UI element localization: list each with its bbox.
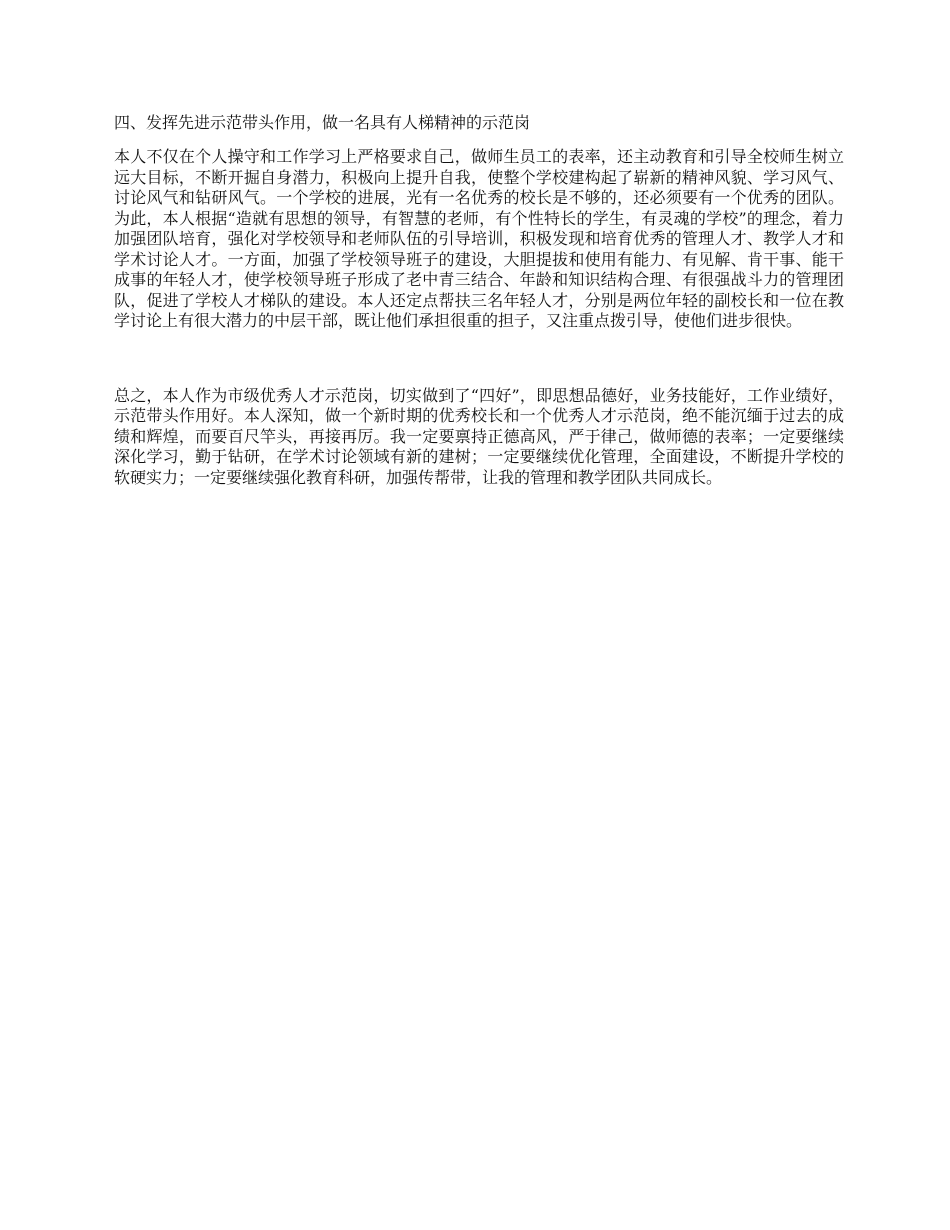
paragraph-spacer	[114, 332, 844, 386]
paragraph-talent-cultivation: 本人不仅在个人操守和工作学习上严格要求自己，做师生员工的表率，还主动教育和引导全校师生树立远大目标，不断开掘自身潜力，积极向上提升自我，使整个学校建构起了崭新的精神风貌、学习风气、讨论风气和钻研风气。一个学校的进展，光有一名优秀的校长是不够的，还必须要有一个优秀的团队。为此，本人根据“造就有思想的领导，有智慧的老师，有个性特长的学生，有灵魂的学校”的理念，着力加强团队培育，强化对学校领导和老师队伍的引导培训，积极发现和培育优秀的管理人才、教学人才和学术讨论人才。一方面，加强了学校领导班子的建设，大胆提拔和使用有能力、有见解、肯干事、能干成事的年轻人才，使学校领导班子形成了老中青三结合、年龄和知识结构合理、有很强战斗力的管理团队，促进了学校人才梯队的建设。本人还定点帮扶三名年轻人才，分别是两位年轻的副校长和一位在教学讨论上有很大潜力的中层干部，既让他们承担很重的担子，又注重点拨引导，使他们进步很快。	[114, 147, 844, 330]
paragraph-summary: 总之，本人作为市级优秀人才示范岗，切实做到了“四好”，即思想品德好，业务技能好，工作业绩好，示范带头作用好。本人深知，做一个新时期的优秀校长和一个优秀人才示范岗，绝不能沉缅于过去的成绩和辉煌，而要百尺竿头，再接再厉。我一定要禀持正德高风，严于律己，做师德的表率；一定要继续深化学习，勤于钻研，在学术讨论领域有新的建树；一定要继续优化管理，全面建设，不断提升学校的软硬实力；一定要继续强化教育科研，加强传帮带，让我的管理和教学团队共同成长。	[114, 385, 844, 487]
section-heading: 四、发挥先进示范带头作用，做一名具有人梯精神的示范岗	[114, 113, 531, 132]
document-page	[114, 112, 844, 488]
